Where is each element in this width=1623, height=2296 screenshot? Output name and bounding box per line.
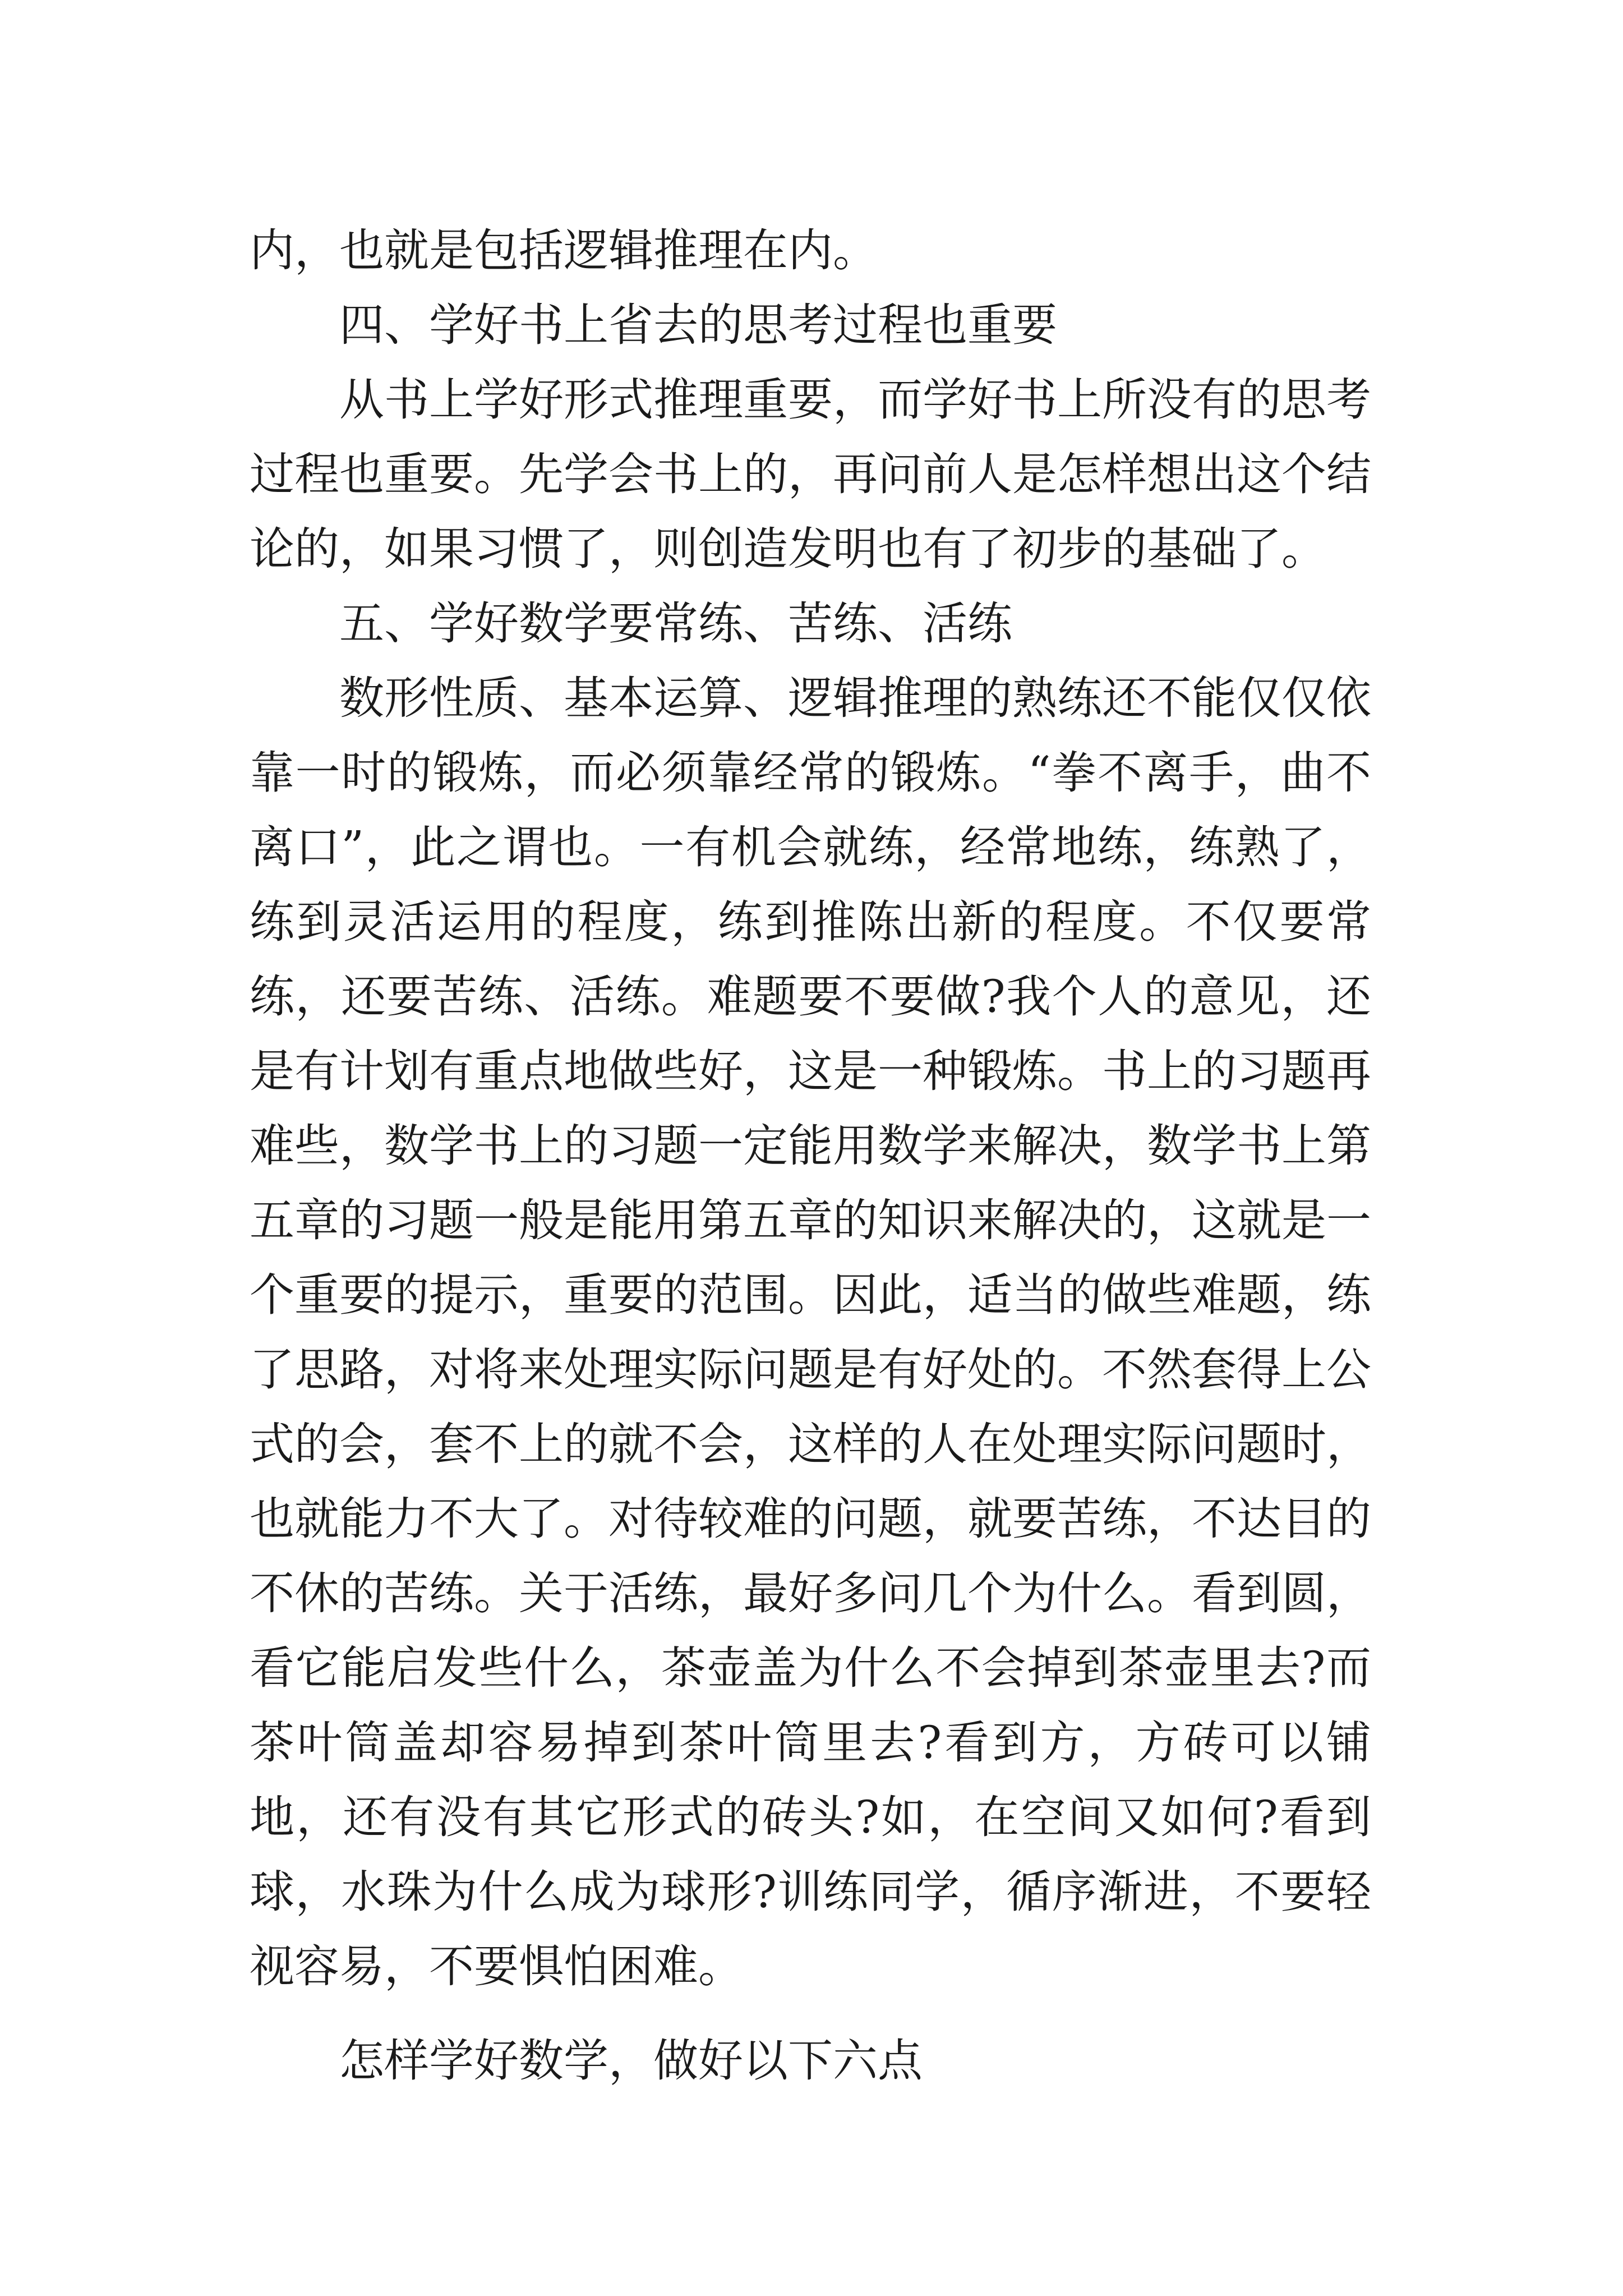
document-body xyxy=(250,213,1371,2098)
next-article-title: 怎样学好数学，做好以下六点 xyxy=(339,2035,923,2087)
paragraph-section-4: 从书上学好形式推理重要，而学好书上所没有的思考过程也重要。先学会书上的，再问前人是怎样想出这个结论的，如果习惯了，则创造发明也有了初步的基础了。 xyxy=(250,374,1371,575)
section-heading-4: 四、学好书上省去的思考过程也重要 xyxy=(339,299,1057,351)
paragraph-spacer xyxy=(250,2004,1371,2023)
paragraph-continuation: 内，也就是包括逻辑推理在内。 xyxy=(250,224,878,277)
paragraph-section-5: 数形性质、基本运算、逻辑推理的熟练还不能仅仅依靠一时的锻炼，而必须靠经常的锻炼。“拳不离手，曲不离口”，此之谓也。一有机会就练，经常地练，练熟了，练到灵活运用的程度，练到推陈出新的程度。不仅要常练，还要苦练、活练。难题要不要做?我个人的意见，还是有计划有重点地做些好，这是一种锻炼。书上的习题再难些，数学书上的习题一定能用数学来解决，数学书上第五章的习题一般是能用第五章的知识来解决的，这就是一个重要的提示，重要的范围。因此，适当的做些难题，练了思路，对将来处理实际问题是有好处的。不然套得上公式的会，套不上的就不会，这样的人在处理实际问题时，也就能力不大了。对待较难的问题，就要苦练，不达目的不休的苦练。关于活练，最好多问几个为什么。看到圆，看它能启发些什么，茶壶盖为什么不会掉到茶壶里去?而茶叶筒盖却容易掉到茶叶筒里去?看到方，方砖可以铺地，还有没有其它形式的砖头?如，在空间又如何?看到球，水珠为什么成为球形?训练同学，循序渐进，不要轻视容易，不要惧怕困难。 xyxy=(250,672,1371,1993)
section-heading-5: 五、学好数学要常练、苦练、活练 xyxy=(339,597,1012,650)
